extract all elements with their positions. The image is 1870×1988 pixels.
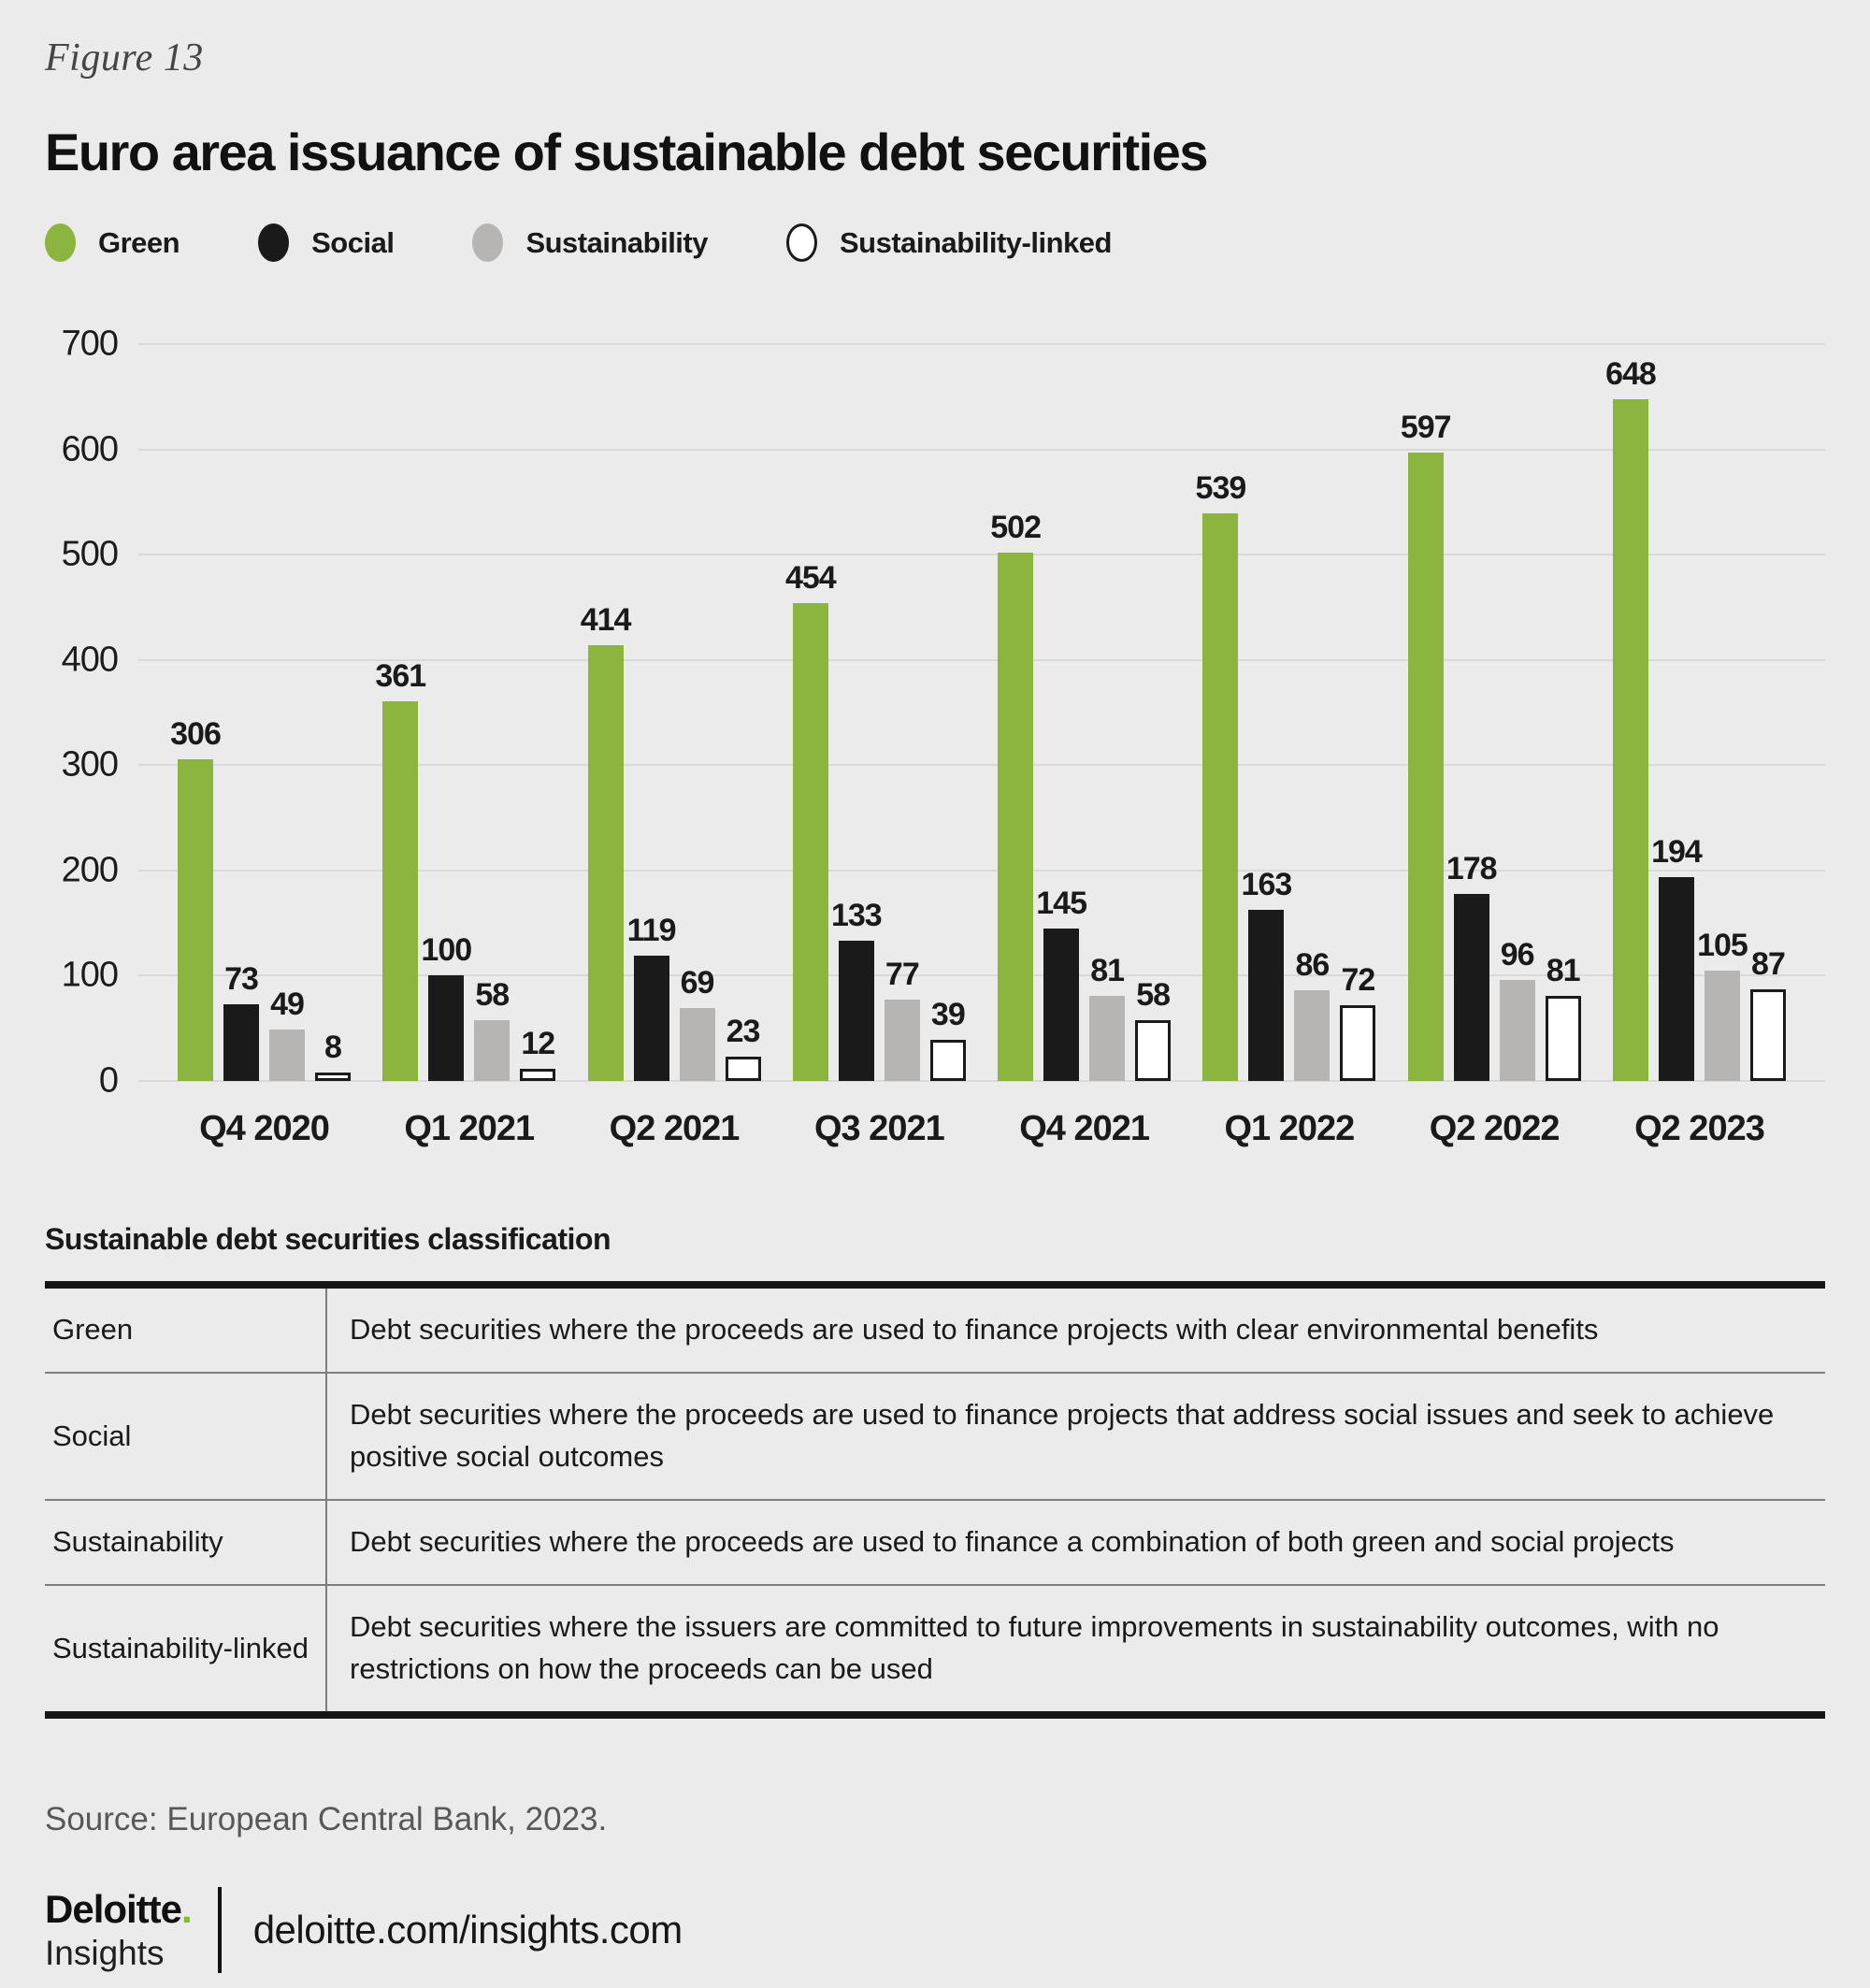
x-axis xyxy=(138,1109,1825,1149)
chart-title: Euro area issuance of sustainable debt securities xyxy=(45,122,1207,181)
y-tick-label: 700 xyxy=(61,324,118,364)
table-heading: Sustainable debt securities classification xyxy=(45,1222,611,1256)
bar-value-label: 58 xyxy=(1136,976,1171,1013)
bar-sustainability-linked-q4-2020 xyxy=(315,1073,351,1081)
bar-sustainability-q2-2021 xyxy=(680,1008,715,1081)
bar-wrap-sustainability-linked-q1-2022 xyxy=(1340,344,1375,1081)
bar-value-label: 58 xyxy=(475,976,510,1013)
bar-wrap-social-q3-2021 xyxy=(830,344,882,1081)
bar-green-q1-2022 xyxy=(1202,513,1238,1081)
bar-wrap-sustainability-q1-2021 xyxy=(474,344,510,1081)
bar-sustainability-linked-q2-2022 xyxy=(1546,996,1581,1081)
legend-label: Sustainability xyxy=(525,225,708,259)
bar-wrap-sustainability-q2-2021 xyxy=(680,344,715,1081)
legend-item-sustainability-linked xyxy=(786,223,1112,262)
bar-sustainability-linked-q3-2021 xyxy=(930,1040,966,1081)
x-axis-label-q2-2023: Q2 2023 xyxy=(1634,1109,1764,1148)
bar-wrap-sustainability-linked-q4-2021 xyxy=(1135,344,1171,1081)
y-tick-label: 500 xyxy=(61,534,118,574)
bar-social-q2-2023 xyxy=(1659,877,1694,1081)
bar-value-label: 77 xyxy=(885,957,919,993)
legend-item-green xyxy=(45,223,180,262)
bar-green-q3-2021 xyxy=(793,603,828,1081)
bar-value-label: 105 xyxy=(1697,927,1748,963)
bar-wrap-sustainability-q4-2021 xyxy=(1089,344,1125,1081)
table-definition: Debt securities where the proceeds are used to finance projects that address social issues and seek to achieve positive social outcomes xyxy=(325,1374,1825,1499)
bar-group-q3-2021 xyxy=(784,344,966,1081)
bar-wrap-green-q4-2020 xyxy=(170,344,221,1081)
y-tick-label: 0 xyxy=(98,1060,118,1101)
x-axis-label-q3-2021: Q3 2021 xyxy=(813,1109,944,1148)
brand-name: Deloitte xyxy=(45,1886,182,1931)
source-note: Source: European Central Bank, 2023. xyxy=(45,1800,608,1837)
deloitte-insights-logo xyxy=(45,1887,192,1973)
bar-value-label: 133 xyxy=(830,898,882,934)
bar-group-q2-2021 xyxy=(580,344,761,1081)
x-axis-label-q2-2021: Q2 2021 xyxy=(609,1109,740,1148)
bar-wrap-sustainability-q2-2022 xyxy=(1500,344,1535,1081)
bar-wrap-sustainability-q4-2020 xyxy=(269,344,305,1081)
bar-group-q4-2020 xyxy=(170,344,351,1081)
table-row-sustainability xyxy=(45,1499,1825,1584)
bar-value-label: 86 xyxy=(1295,947,1330,984)
bar-social-q4-2021 xyxy=(1043,929,1079,1081)
bar-value-label: 72 xyxy=(1341,961,1375,998)
bar-value-label: 306 xyxy=(170,715,221,752)
bar-sustainability-q1-2022 xyxy=(1294,990,1330,1081)
legend-label: Green xyxy=(98,225,180,259)
table-term: Green xyxy=(52,1313,134,1347)
bar-value-label: 73 xyxy=(224,960,258,997)
x-axis-label-q1-2021: Q1 2021 xyxy=(404,1109,535,1148)
bar-green-q4-2020 xyxy=(178,759,213,1081)
bar-value-label: 194 xyxy=(1651,833,1702,870)
bar-sustainability-q4-2020 xyxy=(269,1030,305,1081)
bar-sustainability-linked-q1-2022 xyxy=(1340,1005,1375,1081)
bar-value-label: 49 xyxy=(270,986,304,1022)
bar-wrap-sustainability-linked-q1-2021 xyxy=(520,344,555,1081)
bar-chart xyxy=(45,324,1825,1149)
bar-sustainability-linked-q2-2021 xyxy=(726,1057,761,1081)
bar-value-label: 454 xyxy=(784,559,836,596)
bar-wrap-green-q2-2023 xyxy=(1605,344,1656,1081)
footer-divider xyxy=(218,1887,222,1973)
bar-value-label: 178 xyxy=(1446,850,1497,886)
bar-value-label: 81 xyxy=(1090,952,1125,988)
bar-social-q1-2022 xyxy=(1248,910,1284,1081)
x-axis-label-q2-2022: Q2 2022 xyxy=(1429,1109,1560,1148)
table-term: Sustainability xyxy=(52,1525,223,1559)
bar-group-q1-2021 xyxy=(375,344,555,1081)
bar-sustainability-q1-2021 xyxy=(474,1020,510,1081)
bar-wrap-sustainability-linked-q2-2022 xyxy=(1546,344,1581,1081)
legend-item-social xyxy=(258,223,394,262)
table-term: Sustainability-linked xyxy=(52,1631,309,1664)
bar-wrap-green-q1-2022 xyxy=(1195,344,1246,1081)
bar-wrap-sustainability-linked-q3-2021 xyxy=(930,344,966,1081)
bar-value-label: 96 xyxy=(1500,936,1534,972)
brand-subtitle: Insights xyxy=(45,1933,165,1972)
y-tick-label: 100 xyxy=(61,955,118,995)
bar-wrap-sustainability-q2-2023 xyxy=(1697,344,1748,1081)
chart-body xyxy=(45,324,1825,1101)
bar-wrap-sustainability-q1-2022 xyxy=(1294,344,1330,1081)
legend-swatch-sustainability-linked-icon xyxy=(786,223,817,262)
bar-wrap-social-q2-2022 xyxy=(1446,344,1497,1081)
bar-value-label: 69 xyxy=(680,965,714,1001)
bar-sustainability-linked-q4-2021 xyxy=(1135,1020,1171,1081)
bar-wrap-social-q4-2021 xyxy=(1036,344,1086,1081)
x-axis-label-q4-2020: Q4 2020 xyxy=(199,1109,329,1148)
table-row-sustainability-linked xyxy=(45,1584,1825,1711)
bar-sustainability-q2-2023 xyxy=(1705,971,1740,1081)
bar-value-label: 648 xyxy=(1605,355,1656,392)
bar-sustainability-q4-2021 xyxy=(1089,996,1125,1081)
bar-wrap-social-q2-2021 xyxy=(626,344,676,1081)
y-axis xyxy=(45,324,138,1101)
bar-social-q3-2021 xyxy=(839,941,874,1081)
bar-value-label: 8 xyxy=(324,1030,341,1065)
bar-wrap-social-q1-2022 xyxy=(1241,344,1292,1081)
bar-group-q4-2021 xyxy=(990,344,1171,1081)
chart-legend xyxy=(45,223,1825,262)
legend-item-sustainability xyxy=(472,223,708,262)
bar-value-label: 414 xyxy=(580,601,631,638)
legend-label: Social xyxy=(311,225,395,259)
bar-social-q4-2020 xyxy=(223,1004,259,1081)
table-row-social xyxy=(45,1372,1825,1499)
table-term: Social xyxy=(52,1419,132,1452)
table-definition: Debt securities where the proceeds are used to finance a combination of both green and social projects xyxy=(325,1501,1825,1584)
bar-sustainability-linked-q1-2021 xyxy=(520,1069,555,1082)
legend-swatch-sustainability-icon xyxy=(472,223,503,262)
bar-value-label: 87 xyxy=(1751,946,1785,983)
bar-sustainability-q2-2022 xyxy=(1500,980,1535,1081)
legend-swatch-social-icon xyxy=(258,223,289,262)
bar-social-q2-2021 xyxy=(634,956,669,1081)
bar-green-q1-2021 xyxy=(382,701,418,1081)
bar-value-label: 145 xyxy=(1036,885,1086,921)
bar-value-label: 361 xyxy=(375,657,426,694)
bar-green-q2-2021 xyxy=(588,645,624,1081)
bar-wrap-green-q1-2021 xyxy=(375,344,426,1081)
bar-group-q2-2023 xyxy=(1605,344,1786,1081)
bar-value-label: 163 xyxy=(1241,866,1292,902)
bar-value-label: 597 xyxy=(1400,409,1451,445)
footer-url: deloitte.com/insights.com xyxy=(252,1907,683,1952)
table-row-green xyxy=(45,1289,1825,1372)
x-axis-label-q1-2022: Q1 2022 xyxy=(1224,1109,1355,1148)
bar-sustainability-linked-q2-2023 xyxy=(1750,989,1786,1081)
bar-social-q1-2021 xyxy=(428,975,464,1081)
bar-value-label: 81 xyxy=(1546,952,1580,988)
classification-section xyxy=(45,1222,1825,1719)
bar-sustainability-q3-2021 xyxy=(885,1000,920,1081)
bar-groups xyxy=(138,344,1825,1081)
y-tick-label: 600 xyxy=(61,429,118,469)
bar-wrap-green-q3-2021 xyxy=(784,344,836,1081)
bar-wrap-social-q4-2020 xyxy=(223,344,259,1081)
y-tick-label: 200 xyxy=(61,850,118,890)
bar-value-label: 539 xyxy=(1195,470,1246,507)
bar-wrap-sustainability-linked-q4-2020 xyxy=(315,344,351,1081)
bar-value-label: 119 xyxy=(626,913,676,949)
plot-area xyxy=(138,344,1825,1081)
footer xyxy=(45,1887,1825,1988)
bar-social-q2-2022 xyxy=(1454,894,1489,1081)
legend-label: Sustainability-linked xyxy=(839,225,1112,259)
bar-wrap-green-q2-2021 xyxy=(580,344,631,1081)
bar-value-label: 502 xyxy=(990,509,1041,545)
bar-wrap-sustainability-q3-2021 xyxy=(885,344,920,1081)
table-definition: Debt securities where the issuers are committed to future improvements in sustainability outcomes, with no restrictions on how the proceeds can be used xyxy=(325,1586,1825,1711)
brand-green-dot: . xyxy=(181,1886,192,1931)
bar-wrap-social-q1-2021 xyxy=(421,344,472,1081)
x-axis-label-q4-2021: Q4 2021 xyxy=(1019,1109,1150,1148)
bar-value-label: 39 xyxy=(930,997,965,1033)
legend-swatch-green-icon xyxy=(45,223,76,262)
bar-group-q1-2022 xyxy=(1195,344,1375,1081)
bar-wrap-sustainability-linked-q2-2021 xyxy=(726,344,761,1081)
bar-wrap-social-q2-2023 xyxy=(1651,344,1702,1081)
bar-green-q4-2021 xyxy=(998,553,1033,1081)
y-tick-label: 300 xyxy=(61,744,118,785)
bar-wrap-green-q2-2022 xyxy=(1400,344,1451,1081)
bar-value-label: 100 xyxy=(421,932,472,969)
figure-label: Figure 13 xyxy=(45,36,204,79)
y-tick-label: 400 xyxy=(61,640,118,680)
bar-value-label: 12 xyxy=(521,1025,555,1061)
bar-wrap-sustainability-linked-q2-2023 xyxy=(1750,344,1786,1081)
bar-group-q2-2022 xyxy=(1400,344,1581,1081)
bar-green-q2-2022 xyxy=(1408,453,1444,1081)
table-definition: Debt securities where the proceeds are used to finance projects with clear environmental benefits xyxy=(325,1289,1825,1372)
classification-table xyxy=(45,1281,1825,1719)
bar-green-q2-2023 xyxy=(1613,399,1648,1081)
bar-value-label: 23 xyxy=(726,1014,760,1050)
bar-wrap-green-q4-2021 xyxy=(990,344,1041,1081)
